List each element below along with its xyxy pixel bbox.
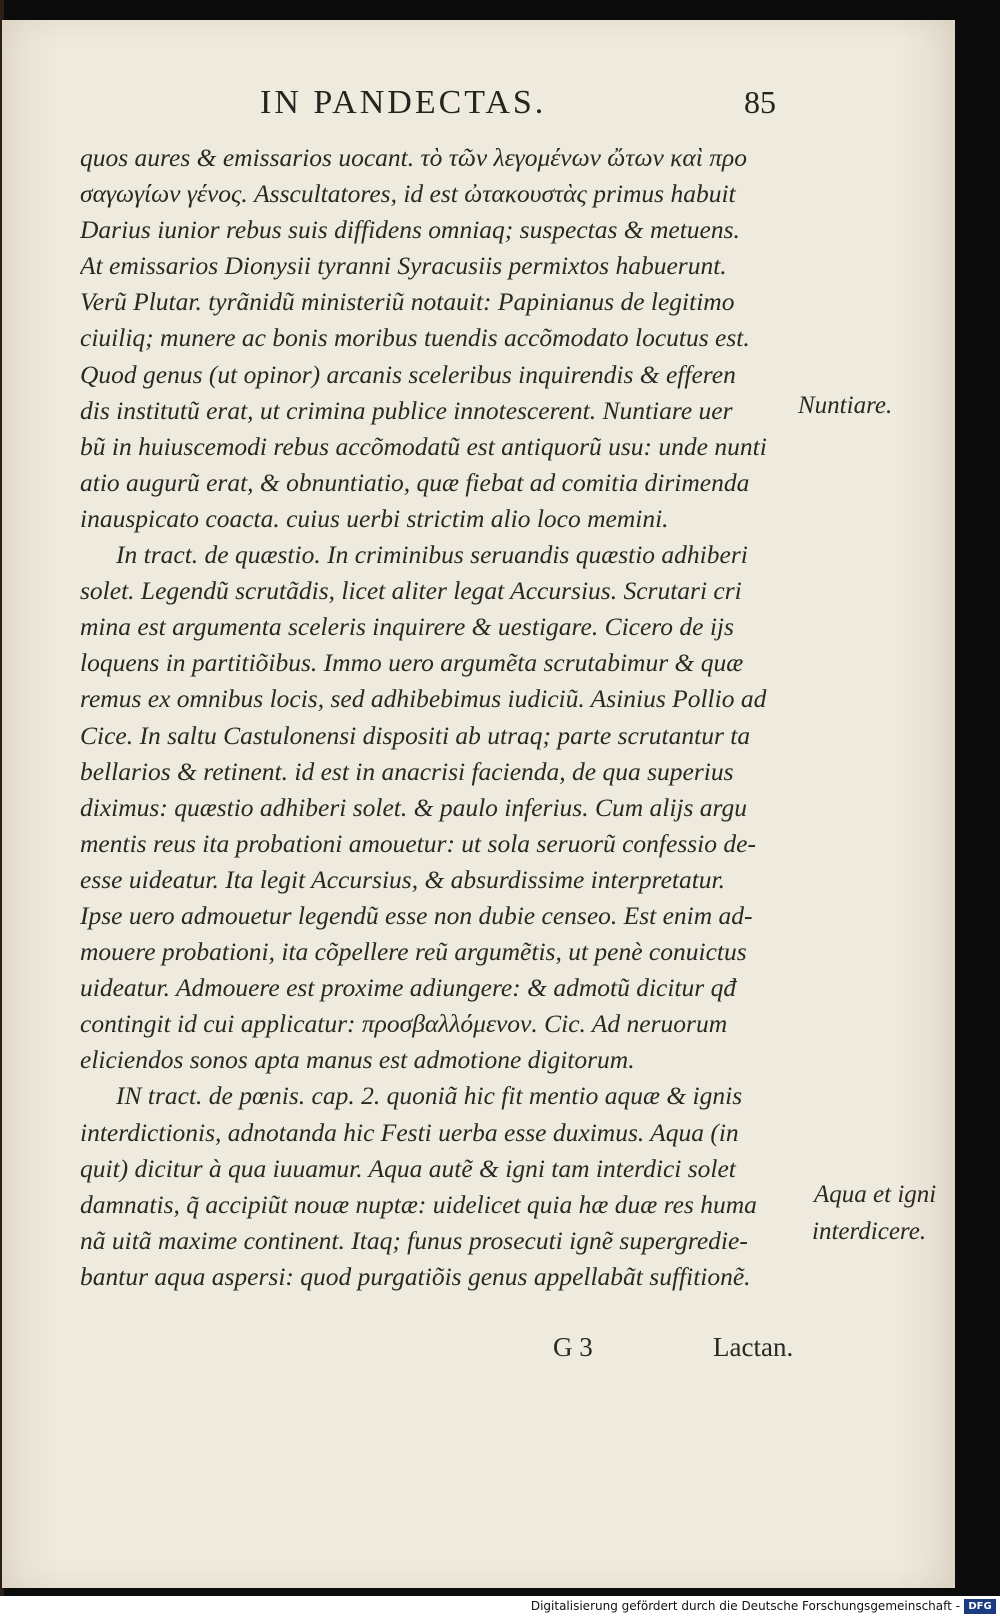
text-line: quit) dicitur à qua iuuamur. Aqua autẽ & igni tam interdici solet xyxy=(80,1153,736,1183)
text-line: atio augurũ erat, & obnuntiatio, quæ fiebat ad comitia dirimenda xyxy=(80,467,750,497)
text-line: solet. Legendũ scrutãdis, licet aliter legat Accursius. Scrutari cri xyxy=(80,576,742,606)
page-number: 85 xyxy=(744,84,776,120)
text-line: mina est argumenta sceleris inquirere & uestigare. Cicero de ijs xyxy=(80,612,734,642)
paragraph-start-line: In tract. de quæstio. In criminibus seruandis quæstio adhiberi xyxy=(116,540,748,570)
text-line: inauspicato coacta. cuius uerbi strictim alio loco memini. xyxy=(80,503,669,533)
text-line: mentis reus ita probationi amouetur: ut sola seruorũ confessio de- xyxy=(80,828,756,858)
running-title: IN PANDECTAS. xyxy=(260,84,547,121)
paragraph-start-line: IN tract. de pœnis. cap. 2. quoniã hic fit mentio aquæ & ignis xyxy=(116,1081,743,1111)
text-line: Verũ Plutar. tyrãnidũ ministeriũ notauit: Papinianus de legitimo xyxy=(80,287,735,317)
text-line: mouere probationi, ita cõpellere reũ argumẽtis, ut penè conuictus xyxy=(80,937,747,967)
signature-mark: G 3 xyxy=(553,1332,593,1362)
text-line: uideatur. Admouere est proxime adiungere: & admotũ dicitur qđ xyxy=(80,973,737,1003)
text-line: Darius iunior rebus suis diffidens omniaq; suspectas & metuens. xyxy=(80,215,740,245)
text-line: quos aures & emissarios uocant. τὸ τῶν λεγομένων ὤτων καὶ προ xyxy=(80,143,747,172)
text-line: contingit id cui applicatur: προσβαλλόμενον. Cic. Ad neruorum xyxy=(80,1009,728,1039)
text-line: Quod genus (ut opinor) arcanis sceleribus inquirendis & efferen xyxy=(80,359,736,389)
text-line: ciuiliq; munere ac bonis moribus tuendis accõmodato locutus est. xyxy=(80,323,750,353)
funding-credit: Digitalisierung gefördert durch die Deutsche Forschungsgemeinschaft - xyxy=(530,1599,960,1613)
text-line: esse uideatur. Ita legit Accursius, & absurdissime interpretatur. xyxy=(80,864,726,894)
text-line: Cice. In saltu Castulonensi dispositi ab utraq; parte scrutantur ta xyxy=(80,720,751,750)
text-line: Ipse uero admouetur legendũ esse non dubie censeo. Est enim ad- xyxy=(80,900,753,930)
text-line: At emissarios Dionysii tyranni Syracusiis permixtos habuerunt. xyxy=(80,251,727,281)
catchword: Lactan. xyxy=(713,1332,794,1362)
text-line: loquens in partitiõibus. Immo uero argumẽta scrutabimur & quæ xyxy=(80,648,744,678)
text-line: eliciendos sonos apta manus est admotione digitorum. xyxy=(80,1045,635,1075)
text-line: bellarios & retinent. id est in anacrisi facienda, de qua superius xyxy=(80,756,734,786)
text-line: diximus: quæstio adhiberi solet. & paulo inferius. Cum alijs argu xyxy=(80,792,748,822)
text-line: damnatis, q̃ accipiũt nouæ nuptæ: uidelicet quia hæ duæ res huma xyxy=(80,1189,757,1219)
text-line: interdictionis, adnotanda hic Festi uerba esse duximus. Aqua (in xyxy=(80,1117,739,1147)
margin-note-aqua-igni: Aqua et igni xyxy=(814,1181,937,1208)
text-line: bũ in huiuscemodi rebus accõmodatũ est antiquorũ usu: unde nunti xyxy=(80,431,767,461)
body-text xyxy=(80,140,800,1295)
digitization-footer xyxy=(0,1596,1000,1619)
text-line: bantur aqua aspersi: quod purgatiõis genus appellabãt suffitionẽ. xyxy=(80,1261,751,1291)
page-header xyxy=(170,80,810,130)
margin-note-nuntiare: Nuntiare. xyxy=(798,392,893,419)
text-line: dis institutũ erat, ut crimina publice innotescerent. Nuntiare uer xyxy=(80,395,733,425)
text-line: remus ex omnibus locis, sed adhibebimus iudiciũ. Asinius Pollio ad xyxy=(80,684,767,714)
dfg-logo: DFG xyxy=(964,1599,996,1614)
text-line: nã uitã maxime continent. Itaq; funus prosecuti ignẽ supergredie- xyxy=(80,1225,748,1255)
margin-note-interdicere: interdicere. xyxy=(812,1218,927,1245)
text-line: σαγωγίων γένος. Asscultatores, id est ὠτακουστὰς primus habuit xyxy=(80,179,736,209)
